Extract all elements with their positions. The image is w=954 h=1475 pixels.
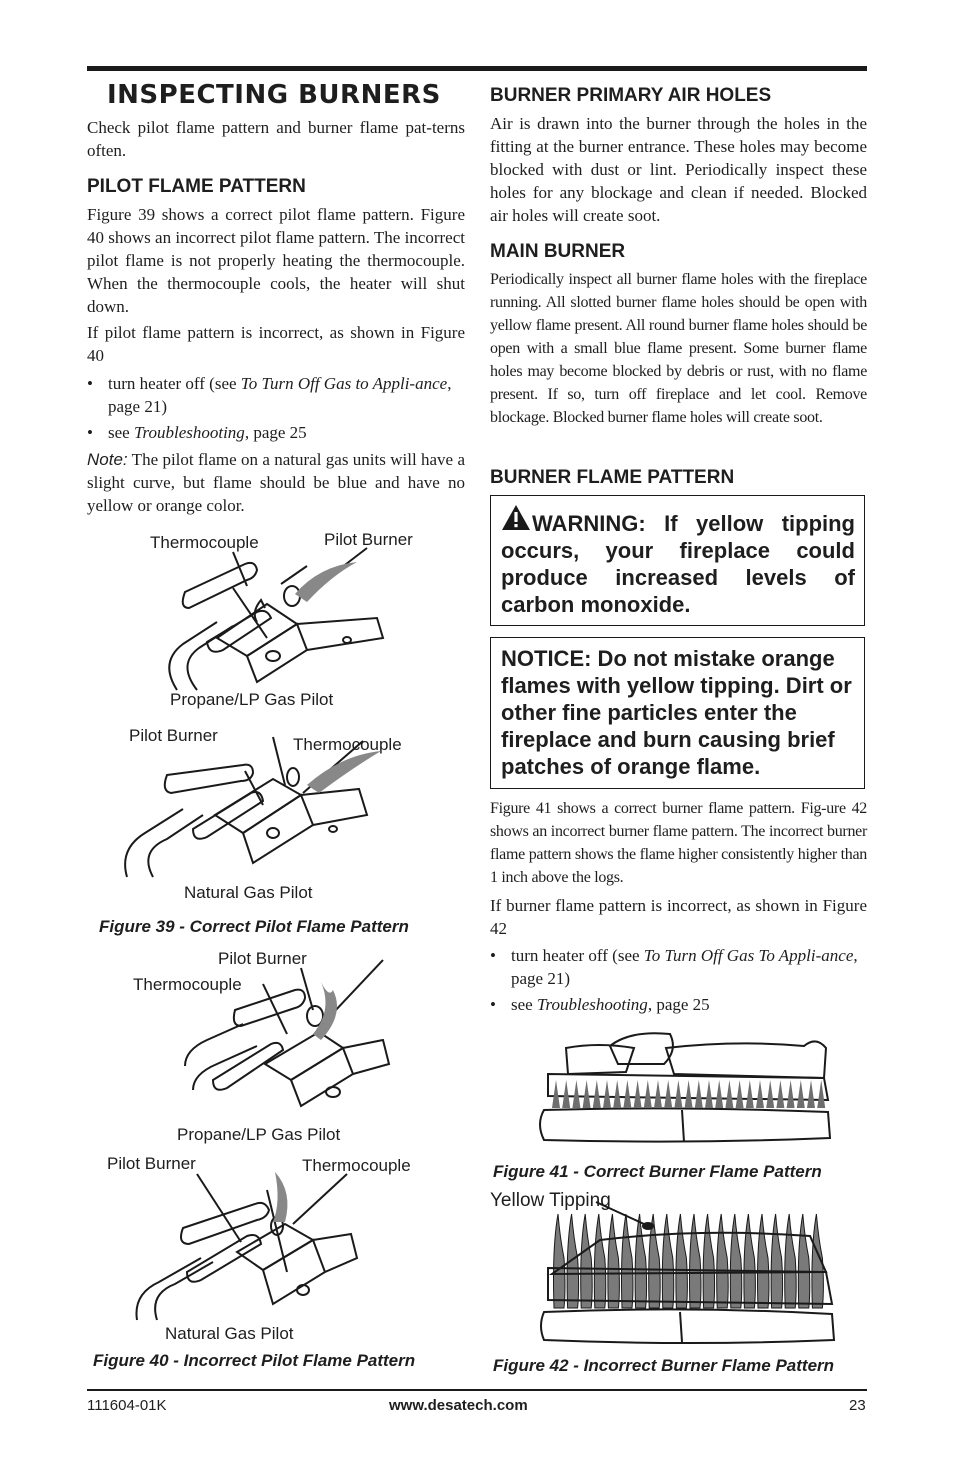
fig40-propane-thermocouple-label: Thermocouple — [133, 975, 242, 994]
burner-primary-air-holes-heading: BURNER PRIMARY AIR HOLES — [490, 85, 772, 106]
flame-shape — [593, 1080, 601, 1108]
flame-shape — [715, 1080, 723, 1108]
figure-41-caption: Figure 41 - Correct Burner Flame Pattern — [493, 1162, 822, 1181]
flame-shape — [787, 1080, 795, 1108]
fig39-natural-pilot-burner-label: Pilot Burner — [129, 726, 218, 745]
flame-shape — [613, 1080, 621, 1108]
yellow-tipping-label: Yellow Tipping — [490, 1190, 611, 1211]
main-burner-para: Periodically inspect all burner flame holes with the fireplace running. All slotted burner flame holes should be open with yellow flame present. All round burner flame holes should be open with a small blue flame present. Some burner flame holes may become blocked by debris or rust, with no flame present. If so, turn off fireplace and let cool. Remove blockage. Blocked burner flame holes will create soot. — [490, 271, 867, 426]
tall-flame-shape — [554, 1214, 566, 1308]
flame-shape — [634, 1080, 642, 1108]
fig39-propane-caption: Propane/LP Gas Pilot — [170, 690, 334, 709]
flame-shape — [552, 1080, 560, 1108]
flame-shape — [664, 1080, 672, 1108]
burner-flame-para-2: If burner flame pattern is incorrect, as shown in Figure 42 — [490, 896, 867, 938]
fig40-propane-pilot-burner-label: Pilot Burner — [218, 949, 307, 968]
notice-box — [490, 637, 865, 789]
flame-shape — [674, 1080, 682, 1108]
fig40-propane-caption: Propane/LP Gas Pilot — [177, 1125, 341, 1144]
tall-flame-shape — [771, 1214, 783, 1308]
flame-shape — [654, 1080, 662, 1108]
fig40-natural-pilot-burner-label: Pilot Burner — [107, 1154, 196, 1173]
flame-shape — [817, 1080, 825, 1108]
warning-text: WARNING: If yellow tipping occurs, your fireplace could produce increased levels of carbon monoxide. — [501, 511, 855, 617]
notice-text: NOTICE: Do not mistake orange flames with yellow tipping. Dirt or other fine particles enter the fireplace and burn causing brief patches of orange flame. — [501, 646, 852, 779]
pilot-flame-para-1: Figure 39 shows a correct pilot flame pattern. Figure 40 shows an incorrect pilot flame pattern. The incorrect pilot flame is not properly heating the thermocouple. When the thermocouple cools, the heater will shut down. — [87, 205, 465, 316]
link-turn-off-gas[interactable]: To Turn Off Gas To Appli-ance — [643, 946, 854, 965]
fig39-propane-pilot-illustration — [147, 552, 387, 692]
tall-flame-shape — [744, 1214, 756, 1308]
tall-flame-shape — [690, 1214, 702, 1308]
bottom-rule — [87, 1389, 867, 1391]
tall-flame-shape — [717, 1214, 729, 1308]
warning-box — [490, 495, 865, 626]
figure-39-caption: Figure 39 - Correct Pilot Flame Pattern — [99, 917, 409, 936]
fig39-natural-thermocouple-label: Thermocouple — [293, 735, 402, 754]
bullet-dot: • — [490, 946, 496, 965]
burner-bullet-turn-off: • turn heater off (see To Turn Off Gas To Appli-ance, page 21) — [490, 946, 858, 988]
flame-shape — [776, 1080, 784, 1108]
flame-shape — [705, 1080, 713, 1108]
tall-flame-shape — [622, 1214, 634, 1308]
note-label: Note: — [87, 450, 128, 469]
top-rule — [87, 66, 867, 71]
figure-40-caption: Figure 40 - Incorrect Pilot Flame Pattern — [93, 1351, 416, 1370]
flame-shape — [572, 1080, 580, 1108]
tall-flame-shape — [798, 1214, 810, 1308]
tall-flame-shape — [730, 1214, 742, 1308]
flame-shape — [797, 1080, 805, 1108]
fig40-propane-pilot-illustration — [183, 970, 393, 1120]
page-title: INSPECTING BURNERS — [107, 80, 441, 110]
main-burner-heading: MAIN BURNER — [490, 241, 626, 262]
air-holes-para: Air is drawn into the burner through the holes in the fitting at the burner entrance. These holes may become blocked with dust or lint. Periodically inspect these holes for any blockage and clean if needed. Blocked air holes will create soot. — [490, 114, 867, 225]
fig40-natural-caption: Natural Gas Pilot — [165, 1324, 294, 1343]
flame-shape — [562, 1080, 570, 1108]
flame-shape — [725, 1080, 733, 1108]
fig39-propane-thermocouple-label: Thermocouple — [150, 533, 259, 552]
fig42-incorrect-burner-illustration — [540, 1208, 838, 1348]
link-troubleshooting[interactable]: Troubleshooting — [536, 995, 648, 1014]
pilot-bullet-troubleshooting: • see Troubleshooting, page 25 — [87, 423, 307, 442]
fig39-natural-caption: Natural Gas Pilot — [184, 883, 313, 902]
fig39-natural-pilot-illustration — [123, 745, 373, 880]
burner-bullet-troubleshooting: • see Troubleshooting, page 25 — [490, 995, 710, 1014]
pilot-bullet-turn-off: • turn heater off (see To Turn Off Gas to Appli-ance, page 21) — [87, 374, 452, 416]
figure-42-caption: Figure 42 - Incorrect Burner Flame Pattern — [493, 1356, 835, 1375]
fig39-propane-pilot-burner-label: Pilot Burner — [324, 530, 413, 549]
flame-shape — [766, 1080, 774, 1108]
tall-flame-shape — [785, 1214, 797, 1308]
link-turn-off-gas[interactable]: To Turn Off Gas to Appli-ance — [240, 374, 448, 393]
flame-shape — [756, 1080, 764, 1108]
flame-shape — [603, 1080, 611, 1108]
bullet-dot: • — [490, 995, 496, 1014]
tall-flame-shape — [608, 1214, 620, 1308]
website-link[interactable]: www.desatech.com — [389, 1397, 528, 1414]
flame-shape — [583, 1080, 591, 1108]
bullet-dot: • — [87, 423, 93, 442]
flame-shape — [623, 1080, 631, 1108]
tall-flame-shape — [581, 1214, 593, 1308]
flame-shape — [807, 1080, 815, 1108]
doc-number: 111604-01K — [87, 1397, 167, 1414]
page-number: 23 — [849, 1397, 866, 1414]
flame-shape — [644, 1080, 652, 1108]
fig41-correct-burner-illustration — [538, 1028, 833, 1146]
tall-flame-shape — [758, 1214, 770, 1308]
flame-shape — [685, 1080, 693, 1108]
intro-text: Check pilot flame pattern and burner flame pat-terns often. — [87, 118, 465, 160]
link-troubleshooting[interactable]: Troubleshooting — [133, 423, 245, 442]
pilot-flame-pattern-heading: PILOT FLAME PATTERN — [87, 176, 306, 197]
flame-shape — [736, 1080, 744, 1108]
flame-shape — [695, 1080, 703, 1108]
tall-flame-shape — [662, 1214, 674, 1308]
pilot-flame-para-2: If pilot flame pattern is incorrect, as shown in Figure 40 — [87, 323, 465, 365]
tall-flame-shape — [703, 1214, 715, 1308]
fig40-natural-thermocouple-label: Thermocouple — [302, 1156, 411, 1175]
burner-flame-pattern-heading: BURNER FLAME PATTERN — [490, 467, 735, 488]
pilot-note: Note: The pilot flame on a natural gas units will have a slight curve, but flame should be blue and have no yellow or orange color. — [87, 450, 465, 515]
bullet-dot: • — [87, 374, 93, 393]
flame-shape — [746, 1080, 754, 1108]
fig40-natural-pilot-illustration — [137, 1172, 357, 1322]
tall-flame-shape — [676, 1214, 688, 1308]
burner-flame-para-1: Figure 41 shows a correct burner flame pattern. Fig-ure 42 shows an incorrect burner flame pattern. The incorrect burner flame pattern shows the flame higher consistently higher than 1 inch above the logs. — [490, 800, 867, 886]
tall-flame-shape — [594, 1214, 606, 1308]
